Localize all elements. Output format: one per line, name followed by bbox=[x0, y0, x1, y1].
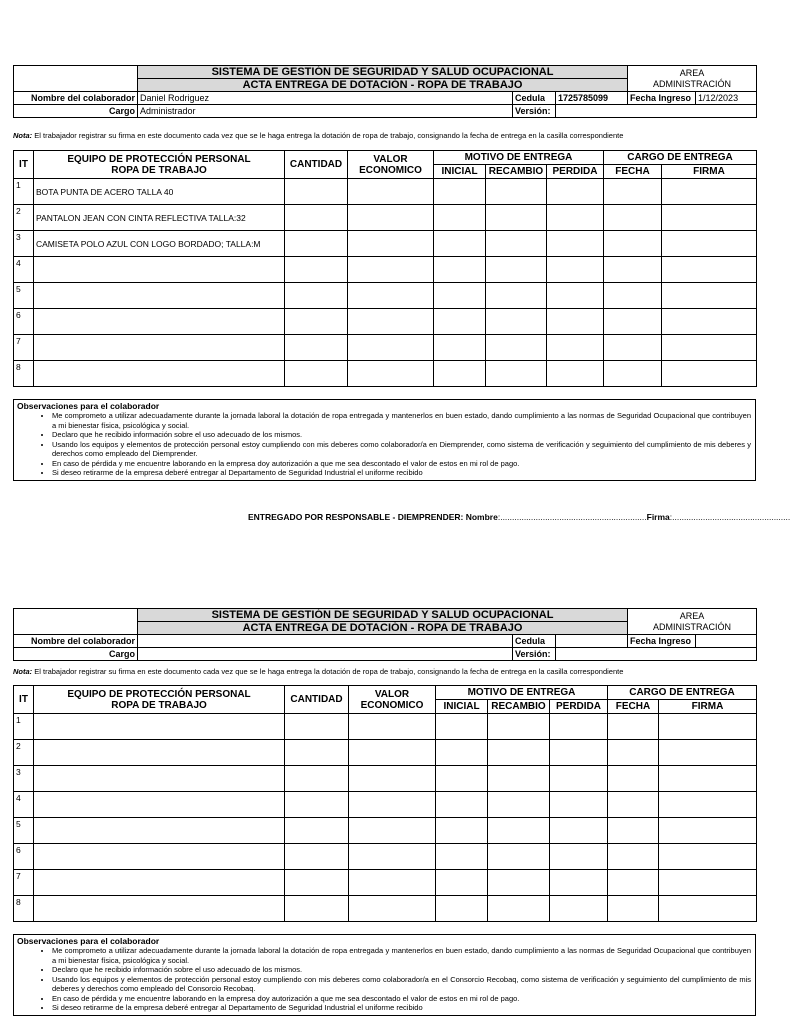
item-recambio[interactable] bbox=[486, 231, 547, 257]
item-cantidad[interactable] bbox=[285, 231, 348, 257]
item-number: 5 bbox=[14, 283, 34, 309]
col-firma: FIRMA bbox=[659, 700, 757, 714]
form1-header bbox=[13, 65, 757, 118]
item-description[interactable]: PANTALON JEAN CON CINTA REFLECTIVA TALLA:32 bbox=[34, 205, 285, 231]
item-cantidad[interactable] bbox=[285, 179, 348, 205]
item-valor[interactable] bbox=[348, 361, 434, 387]
col-perdida: PERDIDA bbox=[547, 165, 604, 179]
fecha-ingreso-label: Fecha Ingreso bbox=[628, 92, 696, 105]
item-recambio[interactable] bbox=[488, 870, 550, 896]
item-number: 2 bbox=[14, 740, 34, 766]
item-firma[interactable] bbox=[662, 309, 757, 335]
item-inicial[interactable] bbox=[436, 792, 488, 818]
observacion-item: • Si deseo retirarme de la empresa deberé entregar al Departamento de Seguridad Industrial el uniforme recibido bbox=[52, 468, 755, 478]
item-perdida[interactable] bbox=[550, 792, 608, 818]
item-firma[interactable] bbox=[659, 714, 757, 740]
item-recambio[interactable] bbox=[486, 205, 547, 231]
col-inicial: INICIAL bbox=[434, 165, 486, 179]
col-fecha: FECHA bbox=[608, 700, 659, 714]
item-firma[interactable] bbox=[659, 766, 757, 792]
item-inicial[interactable] bbox=[436, 844, 488, 870]
item-valor[interactable] bbox=[349, 792, 436, 818]
area-value: ADMINISTRACIÓN bbox=[653, 621, 732, 632]
item-recambio[interactable] bbox=[488, 896, 550, 922]
cedula-label: Cedula bbox=[513, 92, 556, 105]
item-inicial[interactable] bbox=[436, 818, 488, 844]
observacion-item: • Si deseo retirarme de la empresa deberé entregar al Departamento de Seguridad Industrial el uniforme recibido bbox=[52, 1003, 755, 1013]
item-recambio[interactable] bbox=[486, 309, 547, 335]
version-label: Versión: bbox=[513, 648, 556, 661]
item-valor[interactable] bbox=[349, 844, 436, 870]
item-cantidad[interactable] bbox=[285, 870, 349, 896]
fecha-ingreso-field[interactable] bbox=[696, 635, 757, 648]
table-row bbox=[14, 361, 757, 387]
item-perdida[interactable] bbox=[550, 870, 608, 896]
area-label: AREA bbox=[679, 610, 705, 621]
area-label: AREA bbox=[679, 67, 705, 78]
item-inicial[interactable] bbox=[434, 335, 486, 361]
col-motivo: MOTIVO DE ENTREGA bbox=[436, 686, 608, 700]
system-title: SISTEMA DE GESTIÓN DE SEGURIDAD Y SALUD OCUPACIONAL bbox=[138, 66, 628, 79]
table-row bbox=[14, 231, 757, 257]
observacion-item: • En caso de pérdida y me encuentre laborando en la empresa doy autorización a que me sea descontado el valor de estos en mi rol de pago. bbox=[52, 994, 755, 1004]
system-title: SISTEMA DE GESTIÓN DE SEGURIDAD Y SALUD OCUPACIONAL bbox=[138, 609, 628, 622]
item-perdida[interactable] bbox=[547, 309, 604, 335]
item-valor[interactable] bbox=[349, 818, 436, 844]
item-recambio[interactable] bbox=[486, 257, 547, 283]
form-title: ACTA ENTREGA DE DOTACIÓN - ROPA DE TRABAJO bbox=[138, 622, 628, 635]
item-description[interactable] bbox=[34, 818, 285, 844]
item-perdida[interactable] bbox=[547, 231, 604, 257]
item-number: 6 bbox=[14, 309, 34, 335]
item-perdida[interactable] bbox=[550, 714, 608, 740]
item-fecha[interactable] bbox=[608, 844, 659, 870]
item-cantidad[interactable] bbox=[285, 309, 348, 335]
item-fecha[interactable] bbox=[604, 231, 662, 257]
cargo-field[interactable]: Administrador bbox=[138, 105, 513, 118]
col-fecha: FECHA bbox=[604, 165, 662, 179]
item-description[interactable] bbox=[34, 335, 285, 361]
col-epp bbox=[34, 151, 285, 179]
cargo-field[interactable] bbox=[138, 648, 513, 661]
item-fecha[interactable] bbox=[608, 870, 659, 896]
item-valor[interactable] bbox=[349, 740, 436, 766]
item-valor[interactable] bbox=[348, 309, 434, 335]
col-epp-line1: EQUIPO DE PROTECCIÓN PERSONAL bbox=[67, 153, 251, 165]
col-valor-line1: VALOR bbox=[373, 153, 408, 165]
col-epp-line2: ROPA DE TRABAJO bbox=[111, 164, 207, 176]
table-row bbox=[14, 844, 757, 870]
item-cantidad[interactable] bbox=[285, 818, 349, 844]
item-inicial[interactable] bbox=[434, 205, 486, 231]
col-recambio: RECAMBIO bbox=[488, 700, 550, 714]
item-fecha[interactable] bbox=[608, 896, 659, 922]
item-firma[interactable] bbox=[662, 205, 757, 231]
item-number: 2 bbox=[14, 205, 34, 231]
item-perdida[interactable] bbox=[550, 740, 608, 766]
entregado-label: ENTREGADO POR RESPONSABLE - DIEMPRENDER: Nombre bbox=[248, 512, 498, 522]
item-cantidad[interactable] bbox=[285, 844, 349, 870]
firma-label: Firma bbox=[646, 512, 670, 522]
item-inicial[interactable] bbox=[434, 361, 486, 387]
cargo-label: Cargo bbox=[14, 648, 138, 661]
cedula-label: Cedula bbox=[513, 635, 556, 648]
table-row bbox=[14, 818, 757, 844]
observaciones-title: Observaciones para el colaborador bbox=[17, 936, 160, 946]
version-field[interactable] bbox=[556, 648, 757, 661]
item-valor[interactable] bbox=[348, 257, 434, 283]
item-fecha[interactable] bbox=[608, 714, 659, 740]
col-firma: FIRMA bbox=[662, 165, 757, 179]
item-fecha[interactable] bbox=[604, 309, 662, 335]
item-number: 7 bbox=[14, 870, 34, 896]
observacion-item: • En caso de pérdida y me encuentre laborando en la empresa doy autorización a que me sea descontado el valor de estos en mi rol de pago. bbox=[52, 459, 755, 469]
logo-cell bbox=[14, 66, 138, 92]
item-number: 1 bbox=[14, 714, 34, 740]
item-fecha[interactable] bbox=[604, 205, 662, 231]
table-row bbox=[14, 179, 757, 205]
item-recambio[interactable] bbox=[486, 361, 547, 387]
item-fecha[interactable] bbox=[608, 740, 659, 766]
item-firma[interactable] bbox=[659, 844, 757, 870]
col-valor-line2: ECONOMICO bbox=[360, 699, 424, 711]
nota bbox=[13, 667, 623, 676]
version-field[interactable] bbox=[556, 105, 757, 118]
nota-text: El trabajador registrar su firma en este documento cada vez que se le haga entrega la dotación de ropa de trabajo, consignando la fecha de entrega en la casilla correspondiente bbox=[32, 131, 624, 140]
observaciones-box bbox=[13, 399, 756, 481]
item-description[interactable] bbox=[34, 792, 285, 818]
item-perdida[interactable] bbox=[547, 205, 604, 231]
table-row bbox=[14, 740, 757, 766]
observaciones-box bbox=[13, 934, 756, 1016]
item-cantidad[interactable] bbox=[285, 740, 349, 766]
item-valor[interactable] bbox=[349, 714, 436, 740]
fecha-ingreso-label: Fecha Ingreso bbox=[628, 635, 696, 648]
item-fecha[interactable] bbox=[604, 335, 662, 361]
col-cargo-entrega: CARGO DE ENTREGA bbox=[608, 686, 757, 700]
item-recambio[interactable] bbox=[488, 844, 550, 870]
item-description[interactable] bbox=[34, 714, 285, 740]
item-firma[interactable] bbox=[662, 231, 757, 257]
cedula-field[interactable] bbox=[556, 635, 628, 648]
col-epp bbox=[34, 686, 285, 714]
item-inicial[interactable] bbox=[434, 231, 486, 257]
item-perdida[interactable] bbox=[547, 335, 604, 361]
observaciones-list bbox=[14, 946, 755, 1013]
item-description[interactable] bbox=[34, 844, 285, 870]
item-recambio[interactable] bbox=[488, 792, 550, 818]
entregado-name-field[interactable]: :.............................................................. bbox=[497, 512, 647, 522]
item-valor[interactable] bbox=[348, 231, 434, 257]
col-cargo-entrega: CARGO DE ENTREGA bbox=[604, 151, 757, 165]
col-valor bbox=[349, 686, 436, 714]
item-firma[interactable] bbox=[659, 740, 757, 766]
item-recambio[interactable] bbox=[488, 766, 550, 792]
item-firma[interactable] bbox=[662, 335, 757, 361]
firma-field[interactable]: :.................................................. bbox=[669, 512, 790, 522]
nota-text: El trabajador registrar su firma en este documento cada vez que se le haga entrega la dotación de ropa de trabajo, consignando la fecha de entrega en la casilla correspondiente bbox=[32, 667, 624, 676]
item-cantidad[interactable] bbox=[285, 205, 348, 231]
item-valor[interactable] bbox=[349, 870, 436, 896]
form2-header bbox=[13, 608, 757, 661]
item-firma[interactable] bbox=[659, 896, 757, 922]
item-description[interactable] bbox=[34, 896, 285, 922]
table-row bbox=[14, 257, 757, 283]
item-recambio[interactable] bbox=[486, 335, 547, 361]
item-inicial[interactable] bbox=[434, 179, 486, 205]
item-perdida[interactable] bbox=[547, 257, 604, 283]
col-epp-line2: ROPA DE TRABAJO bbox=[111, 699, 207, 711]
item-cantidad[interactable] bbox=[285, 361, 348, 387]
item-number: 8 bbox=[14, 361, 34, 387]
item-perdida[interactable] bbox=[550, 766, 608, 792]
col-epp-line1: EQUIPO DE PROTECCIÓN PERSONAL bbox=[67, 688, 251, 700]
observacion-item: • Me comprometo a utilizar adecuadamente durante la jornada laboral la dotación de ropa entregada y mantenerlos en buen estado, dando cumplimiento a las normas de Seguridad Ocupacional que contribuyen a mi bienestar física, psicológica y social. bbox=[52, 411, 755, 430]
item-number: 7 bbox=[14, 335, 34, 361]
item-valor[interactable] bbox=[348, 205, 434, 231]
table-row bbox=[14, 335, 757, 361]
col-it: IT bbox=[14, 151, 34, 179]
item-firma[interactable] bbox=[659, 870, 757, 896]
item-number: 8 bbox=[14, 896, 34, 922]
item-inicial[interactable] bbox=[434, 309, 486, 335]
item-fecha[interactable] bbox=[604, 179, 662, 205]
item-description[interactable] bbox=[34, 257, 285, 283]
col-valor-line1: VALOR bbox=[374, 688, 410, 700]
item-number: 1 bbox=[14, 179, 34, 205]
version-label: Versión: bbox=[513, 105, 556, 118]
col-it: IT bbox=[14, 686, 34, 714]
item-number: 6 bbox=[14, 844, 34, 870]
items-table bbox=[13, 150, 757, 387]
item-number: 3 bbox=[14, 231, 34, 257]
col-valor-line2: ECONOMICO bbox=[359, 164, 422, 176]
item-cantidad[interactable] bbox=[285, 896, 349, 922]
observacion-item: • Usando los equipos y elementos de protección personal estoy cumpliendo con mis deberes como colaborador/a en Diemprender, como sistema de verificación y seguimiento del cumplimiento de mis deberes y derechos como empleado del Diemprender. bbox=[52, 440, 755, 459]
item-description[interactable] bbox=[34, 361, 285, 387]
observacion-item: • Declaro que he recibido información sobre el uso adecuado de los mismos. bbox=[52, 965, 755, 975]
observaciones-list bbox=[14, 411, 755, 478]
item-perdida[interactable] bbox=[550, 844, 608, 870]
table-row bbox=[14, 766, 757, 792]
table-row bbox=[14, 205, 757, 231]
item-description[interactable]: BOTA PUNTA DE ACERO TALLA 40 bbox=[34, 179, 285, 205]
table-row bbox=[14, 896, 757, 922]
item-perdida[interactable] bbox=[547, 179, 604, 205]
table-row bbox=[14, 714, 757, 740]
item-fecha[interactable] bbox=[608, 818, 659, 844]
item-firma[interactable] bbox=[659, 792, 757, 818]
fecha-ingreso-field[interactable]: 1/12/2023 bbox=[696, 92, 757, 105]
item-cantidad[interactable] bbox=[285, 257, 348, 283]
item-inicial[interactable] bbox=[436, 714, 488, 740]
area-value: ADMINISTRACIÓN bbox=[653, 78, 732, 89]
item-inicial[interactable] bbox=[434, 283, 486, 309]
item-inicial[interactable] bbox=[436, 896, 488, 922]
item-number: 4 bbox=[14, 792, 34, 818]
nota-label: Nota: bbox=[13, 131, 33, 140]
item-description[interactable] bbox=[34, 283, 285, 309]
item-recambio[interactable] bbox=[486, 283, 547, 309]
item-number: 5 bbox=[14, 818, 34, 844]
table-row bbox=[14, 792, 757, 818]
item-number: 3 bbox=[14, 766, 34, 792]
nota-label: Nota: bbox=[13, 667, 33, 676]
item-valor[interactable] bbox=[349, 896, 436, 922]
item-firma[interactable] bbox=[662, 257, 757, 283]
cargo-label: Cargo bbox=[14, 105, 138, 118]
item-cantidad[interactable] bbox=[285, 766, 349, 792]
item-fecha[interactable] bbox=[604, 361, 662, 387]
item-description[interactable] bbox=[34, 740, 285, 766]
observacion-item: • Usando los equipos y elementos de protección personal estoy cumpliendo con mis deberes como colaborador/a en el Consorcio Recobaq, como sistema de verificación y seguimiento del cumplimiento de mis deberes y derechos como empleado del Consorcio Recobaq. bbox=[52, 975, 755, 994]
logo-cell bbox=[14, 609, 138, 635]
area-cell bbox=[628, 66, 757, 92]
item-inicial[interactable] bbox=[434, 257, 486, 283]
col-recambio: RECAMBIO bbox=[486, 165, 547, 179]
cedula-field[interactable]: 1725785099 bbox=[556, 92, 628, 105]
item-fecha[interactable] bbox=[604, 257, 662, 283]
col-inicial: INICIAL bbox=[436, 700, 488, 714]
col-valor bbox=[348, 151, 434, 179]
item-valor[interactable] bbox=[348, 179, 434, 205]
item-perdida[interactable] bbox=[550, 896, 608, 922]
item-fecha[interactable] bbox=[608, 792, 659, 818]
item-inicial[interactable] bbox=[436, 740, 488, 766]
item-cantidad[interactable] bbox=[285, 792, 349, 818]
item-valor[interactable] bbox=[348, 335, 434, 361]
nombre-label: Nombre del colaborador bbox=[14, 635, 138, 648]
entregado-signature-line bbox=[248, 512, 790, 522]
item-inicial[interactable] bbox=[436, 870, 488, 896]
nombre-field[interactable]: Daniel Rodriguez bbox=[138, 92, 513, 105]
observacion-item: • Me comprometo a utilizar adecuadamente durante la jornada laboral la dotación de ropa entregada y mantenerlos en buen estado, dando cumplimiento a las normas de Seguridad Ocupacional que contribuyen a mi bienestar física, psicológica y social. bbox=[52, 946, 755, 965]
item-perdida[interactable] bbox=[547, 283, 604, 309]
item-description[interactable] bbox=[34, 870, 285, 896]
item-inicial[interactable] bbox=[436, 766, 488, 792]
nombre-field[interactable] bbox=[138, 635, 513, 648]
form-title: ACTA ENTREGA DE DOTACIÓN - ROPA DE TRABAJO bbox=[138, 79, 628, 92]
item-recambio[interactable] bbox=[488, 714, 550, 740]
observacion-item: • Declaro que he recibido información sobre el uso adecuado de los mismos. bbox=[52, 430, 755, 440]
area-cell bbox=[628, 609, 757, 635]
item-perdida[interactable] bbox=[550, 818, 608, 844]
item-valor[interactable] bbox=[348, 283, 434, 309]
table-row bbox=[14, 870, 757, 896]
col-perdida: PERDIDA bbox=[550, 700, 608, 714]
nombre-label: Nombre del colaborador bbox=[14, 92, 138, 105]
item-firma[interactable] bbox=[659, 818, 757, 844]
table-row bbox=[14, 283, 757, 309]
item-firma[interactable] bbox=[662, 361, 757, 387]
item-cantidad[interactable] bbox=[285, 714, 349, 740]
col-cantidad: CANTIDAD bbox=[285, 151, 348, 179]
nota bbox=[13, 131, 623, 140]
item-perdida[interactable] bbox=[547, 361, 604, 387]
item-recambio[interactable] bbox=[486, 179, 547, 205]
item-recambio[interactable] bbox=[488, 740, 550, 766]
table-row bbox=[14, 309, 757, 335]
item-recambio[interactable] bbox=[488, 818, 550, 844]
item-description[interactable] bbox=[34, 309, 285, 335]
item-cantidad[interactable] bbox=[285, 283, 348, 309]
item-fecha[interactable] bbox=[604, 283, 662, 309]
item-description[interactable] bbox=[34, 766, 285, 792]
items-table bbox=[13, 685, 757, 922]
item-fecha[interactable] bbox=[608, 766, 659, 792]
observaciones-title: Observaciones para el colaborador bbox=[17, 401, 160, 411]
item-number: 4 bbox=[14, 257, 34, 283]
item-valor[interactable] bbox=[349, 766, 436, 792]
item-firma[interactable] bbox=[662, 283, 757, 309]
col-cantidad: CANTIDAD bbox=[285, 686, 349, 714]
col-motivo: MOTIVO DE ENTREGA bbox=[434, 151, 604, 165]
item-cantidad[interactable] bbox=[285, 335, 348, 361]
item-firma[interactable] bbox=[662, 179, 757, 205]
item-description[interactable]: CAMISETA POLO AZUL CON LOGO BORDADO; TALLA:M bbox=[34, 231, 285, 257]
